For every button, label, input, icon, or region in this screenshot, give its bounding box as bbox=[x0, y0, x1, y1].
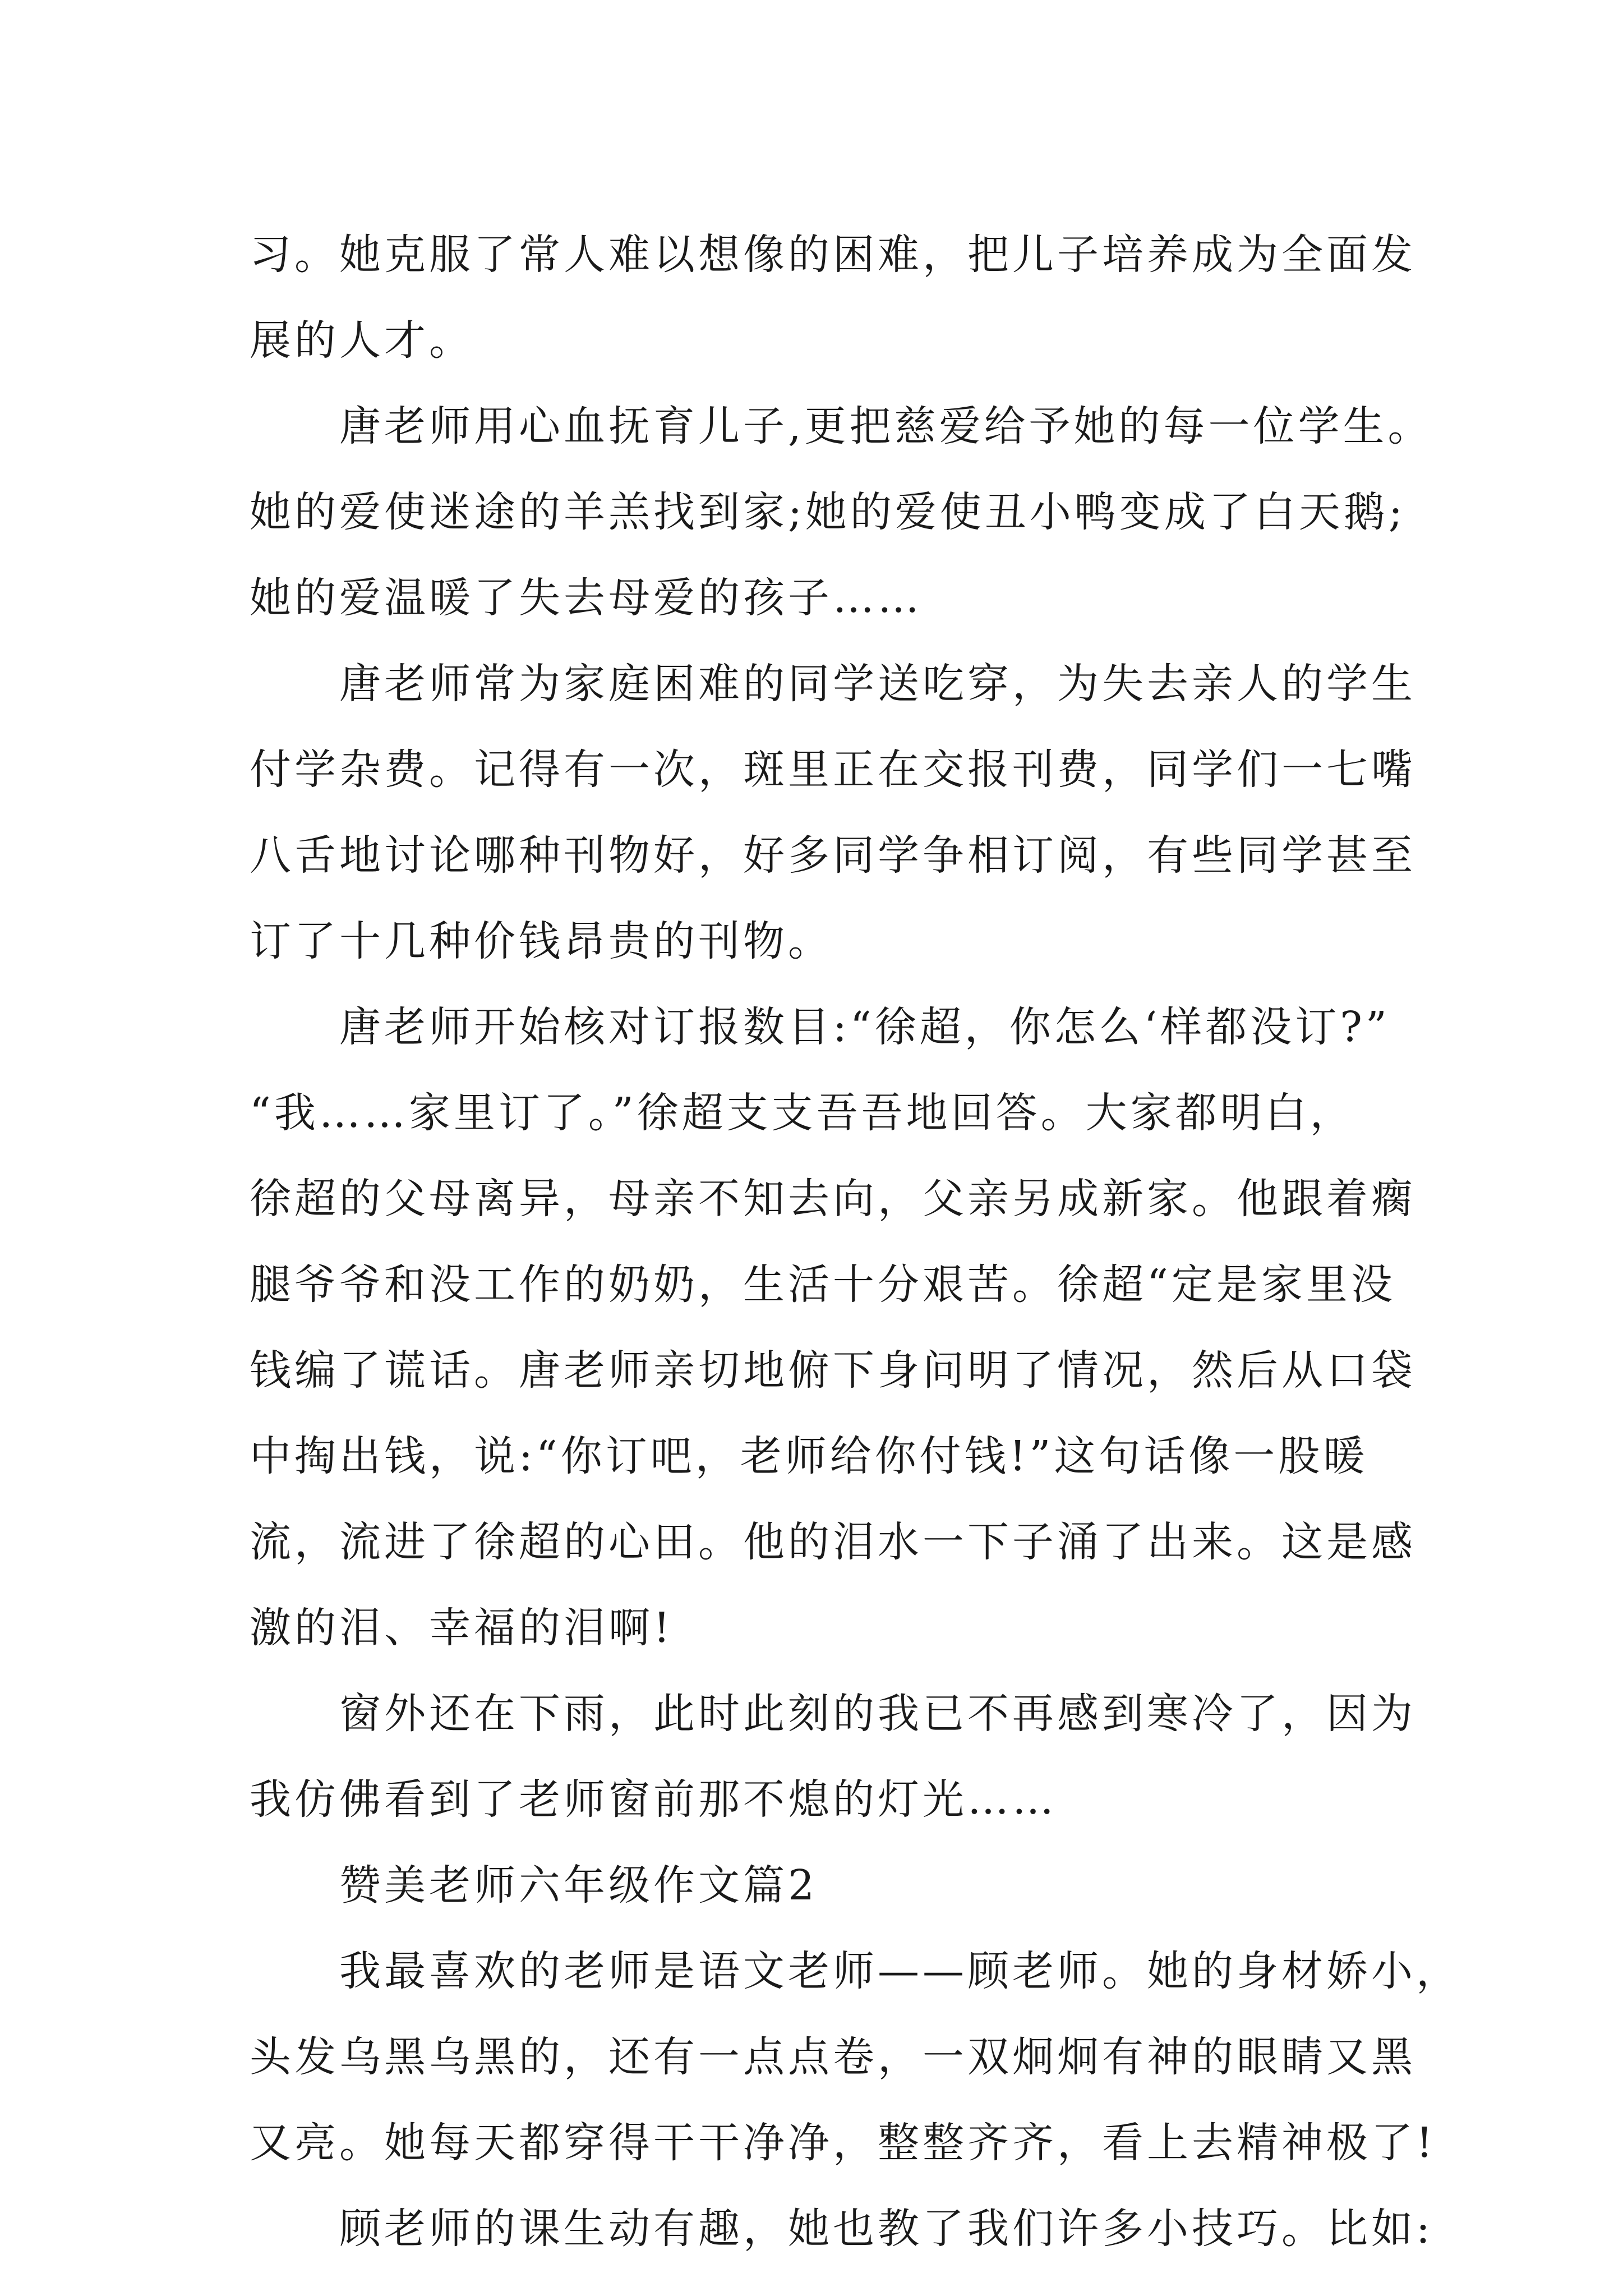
text-line: 她的爱使迷途的羊羔找到家;她的爱使丑小鸭变成了白天鹅; bbox=[250, 488, 1406, 536]
text-line: 徐超的父母离异，母亲不知去向，父亲另成新家。他跟着瘸 bbox=[250, 1175, 1416, 1223]
text-line: 头发乌黑乌黑的，还有一点点卷，一双炯炯有神的眼睛又黑 bbox=[250, 2033, 1416, 2081]
text-line: 赞美老师六年级作文篇2 bbox=[339, 1861, 818, 1910]
text-line: 腿爷爷和没工作的奶奶，生活十分艰苦。徐超“定是家里没 bbox=[250, 1260, 1396, 1309]
text-line: 习。她克服了常人难以想像的困难，把儿子培养成为全面发 bbox=[250, 231, 1416, 279]
text-line: 顾老师的课生动有趣，她也教了我们许多小技巧。比如: bbox=[339, 2205, 1433, 2253]
text-line: 八舌地讨论哪种刊物好，好多同学争相订阅，有些同学甚至 bbox=[250, 831, 1416, 880]
document-body bbox=[250, 212, 1461, 2272]
text-line: 中掏出钱，说:“你订吧，老师给你付钱!”这句话像一股暖 bbox=[250, 1432, 1368, 1480]
text-line: 唐老师常为家庭困难的同学送吃穿，为失去亲人的学生 bbox=[339, 660, 1416, 708]
text-line: 钱编了谎话。唐老师亲切地俯下身问明了情况，然后从口袋 bbox=[250, 1346, 1416, 1395]
text-line: 激的泪、幸福的泪啊! bbox=[250, 1604, 674, 1652]
text-line: 订了十几种价钱昂贵的刊物。 bbox=[250, 917, 833, 965]
text-line: 我最喜欢的老师是语文老师——顾老师。她的身材娇小， bbox=[339, 1947, 1461, 1995]
text-line: 又亮。她每天都穿得干干净净，整整齐齐，看上去精神极了! bbox=[250, 2119, 1436, 2167]
text-line: 我仿佛看到了老师窗前那不熄的灯光…… bbox=[250, 1775, 1057, 1824]
text-line: 付学杂费。记得有一次，斑里正在交报刊费，同学们一七嘴 bbox=[250, 746, 1416, 794]
text-line: “我……家里订了。”徐超支支吾吾地回答。大家都明白， bbox=[250, 1089, 1355, 1137]
text-line: 唐老师开始核对订报数目:“徐超，你怎么‘样都没订?” bbox=[339, 1003, 1390, 1051]
text-line: 窗外还在下雨，此时此刻的我已不再感到寒冷了，因为 bbox=[339, 1690, 1416, 1738]
text-line: 流，流进了徐超的心田。他的泪水一下子涌了出来。这是感 bbox=[250, 1518, 1416, 1566]
text-line: 展的人才。 bbox=[250, 316, 474, 365]
text-line: 她的爱温暖了失去母爱的孩子…… bbox=[250, 574, 923, 622]
text-line: 唐老师用心血抚育儿子,更把慈爱给予她的每一位学生。 bbox=[339, 402, 1433, 450]
